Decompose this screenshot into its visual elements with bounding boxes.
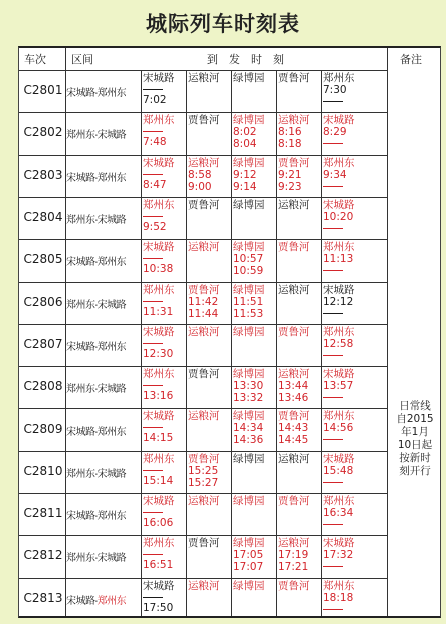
station-name: 绿博园 bbox=[233, 198, 265, 211]
dash-line bbox=[143, 427, 163, 428]
station-cell bbox=[188, 284, 220, 320]
station-name: 郑州东 bbox=[323, 241, 355, 254]
station-name: 贾鲁河 bbox=[278, 72, 310, 84]
station-name: 贾鲁河 bbox=[188, 283, 220, 296]
station-cell bbox=[278, 157, 310, 193]
departure-time: 15:27 bbox=[188, 476, 219, 489]
station-name: 宋城路 bbox=[323, 368, 355, 381]
station-cell bbox=[143, 72, 175, 106]
station-name: 绿博园 bbox=[233, 114, 265, 127]
station-name: 绿博园 bbox=[233, 241, 265, 254]
row-divider bbox=[19, 197, 387, 198]
route-label bbox=[66, 380, 141, 395]
route-label bbox=[66, 296, 141, 311]
station-name: 运粮河 bbox=[188, 579, 220, 592]
train-number: C2802 bbox=[23, 125, 63, 140]
station-name: 宋城路 bbox=[323, 452, 355, 465]
route-segment: 郑州东-宋城路 bbox=[66, 215, 127, 227]
station-name: 宋城路 bbox=[143, 325, 175, 338]
station-cell bbox=[233, 410, 265, 446]
note-line: 10日起 bbox=[397, 439, 433, 451]
route-label bbox=[66, 423, 141, 438]
note-line: 按新时 bbox=[399, 452, 431, 464]
departure-time: 13:46 bbox=[278, 392, 309, 405]
arrival-time: 17:32 bbox=[323, 549, 354, 562]
train-number: C2801 bbox=[23, 83, 63, 98]
row-divider bbox=[19, 366, 387, 367]
departure-time: 12:30 bbox=[143, 347, 174, 360]
station-name: 运粮河 bbox=[188, 72, 220, 84]
station-name: 绿博园 bbox=[233, 537, 265, 550]
station-cell bbox=[278, 114, 310, 150]
route-segment: 郑州东-宋城路 bbox=[66, 299, 127, 311]
column-divider bbox=[186, 70, 187, 616]
station-cell bbox=[233, 199, 265, 211]
station-cell bbox=[188, 114, 220, 126]
station-name: 贾鲁河 bbox=[278, 156, 310, 169]
route-segment: 郑州东 bbox=[97, 595, 127, 607]
departure-time: 13:32 bbox=[233, 392, 264, 405]
station-cell bbox=[323, 199, 355, 233]
station-name: 绿博园 bbox=[233, 325, 265, 338]
dash-line bbox=[143, 554, 163, 555]
station-name: 郑州东 bbox=[143, 283, 175, 296]
station-cell bbox=[278, 326, 310, 338]
station-name: 宋城路 bbox=[143, 156, 175, 169]
dash-line bbox=[143, 301, 163, 302]
station-name: 贾鲁河 bbox=[278, 410, 310, 423]
column-divider bbox=[231, 70, 232, 616]
departure-time: 8:04 bbox=[233, 138, 257, 151]
station-cell bbox=[323, 410, 355, 444]
station-name: 郑州东 bbox=[143, 114, 175, 127]
dash-line bbox=[143, 343, 163, 344]
route-segment: 宋城路-郑州东 bbox=[66, 172, 127, 184]
station-name: 宋城路 bbox=[143, 241, 175, 254]
station-cell bbox=[323, 495, 355, 529]
station-name: 贾鲁河 bbox=[278, 579, 310, 592]
station-name: 运粮河 bbox=[278, 283, 310, 296]
station-cell bbox=[143, 453, 175, 487]
station-name: 绿博园 bbox=[233, 368, 265, 381]
train-number: C2811 bbox=[23, 506, 63, 521]
station-cell bbox=[188, 157, 220, 193]
dash-line bbox=[323, 482, 343, 483]
column-divider bbox=[387, 48, 388, 616]
arrival-time: 10:20 bbox=[323, 210, 354, 223]
arrival-time: 13:57 bbox=[323, 380, 354, 393]
note-line: 年1月 bbox=[401, 426, 429, 438]
header-departure: 到 发 时 刻 bbox=[207, 53, 284, 66]
station-name: 绿博园 bbox=[233, 156, 265, 169]
departure-time: 9:00 bbox=[188, 180, 212, 193]
station-cell bbox=[143, 326, 175, 360]
timetable bbox=[18, 46, 441, 618]
station-name: 贾鲁河 bbox=[188, 114, 220, 127]
station-cell bbox=[233, 284, 265, 320]
departure-time: 17:07 bbox=[233, 561, 264, 574]
dash-line bbox=[323, 355, 343, 356]
route-label bbox=[66, 84, 141, 99]
arrival-time: 11:51 bbox=[233, 295, 264, 308]
arrival-time: 9:12 bbox=[233, 168, 257, 181]
station-name: 郑州东 bbox=[323, 156, 355, 169]
departure-time: 13:16 bbox=[143, 390, 174, 403]
station-cell bbox=[188, 537, 220, 549]
station-name: 郑州东 bbox=[323, 579, 355, 592]
arrival-time: 16:34 bbox=[323, 507, 354, 519]
station-name: 郑州东 bbox=[143, 368, 175, 381]
station-cell bbox=[143, 537, 175, 571]
arrival-time: 12:12 bbox=[323, 295, 354, 308]
station-cell bbox=[323, 326, 355, 360]
station-cell bbox=[278, 368, 310, 404]
station-cell bbox=[188, 453, 220, 489]
route-label bbox=[66, 465, 141, 480]
route-segment: 郑州东-宋城路 bbox=[66, 384, 127, 396]
station-cell bbox=[233, 453, 265, 465]
station-name: 运粮河 bbox=[278, 452, 310, 465]
departure-time: 15:14 bbox=[143, 474, 174, 487]
arrival-time: 11:42 bbox=[188, 295, 219, 308]
dash-line bbox=[323, 566, 343, 567]
departure-time: 11:53 bbox=[233, 307, 264, 320]
train-number: C2810 bbox=[23, 463, 63, 478]
departure-time: 9:52 bbox=[143, 220, 167, 233]
route-label bbox=[66, 211, 141, 226]
arrival-time: 8:29 bbox=[323, 126, 347, 139]
note-text bbox=[391, 400, 439, 478]
row-divider bbox=[19, 282, 387, 283]
dash-line bbox=[323, 186, 343, 187]
departure-time: 9:23 bbox=[278, 180, 302, 193]
arrival-time: 14:34 bbox=[233, 422, 264, 435]
train-number: C2813 bbox=[23, 590, 63, 605]
arrival-time: 8:58 bbox=[188, 168, 212, 181]
station-cell bbox=[188, 368, 220, 380]
departure-time: 7:02 bbox=[143, 94, 167, 106]
dash-line bbox=[143, 597, 163, 598]
station-name: 贾鲁河 bbox=[188, 198, 220, 211]
station-cell bbox=[323, 368, 355, 402]
station-name: 运粮河 bbox=[278, 368, 310, 381]
station-cell bbox=[278, 410, 310, 446]
dash-line bbox=[143, 131, 163, 132]
arrival-time: 14:43 bbox=[278, 422, 309, 435]
departure-time: 8:18 bbox=[278, 138, 302, 151]
row-divider bbox=[19, 155, 387, 156]
route-segment: 宋城路-郑州东 bbox=[66, 426, 127, 438]
station-name: 郑州东 bbox=[143, 452, 175, 465]
row-divider bbox=[19, 451, 387, 452]
row-divider bbox=[19, 578, 387, 579]
arrival-time: 8:02 bbox=[233, 126, 257, 139]
station-cell bbox=[278, 284, 310, 296]
train-number: C2806 bbox=[23, 294, 63, 309]
station-cell bbox=[233, 580, 265, 592]
station-cell bbox=[188, 199, 220, 211]
dash-line bbox=[323, 397, 343, 398]
train-number: C2807 bbox=[23, 336, 63, 351]
arrival-time: 9:21 bbox=[278, 168, 302, 181]
note-line: 日常线 bbox=[399, 400, 431, 412]
dash-line bbox=[143, 216, 163, 217]
dash-line bbox=[143, 385, 163, 386]
page-title: 城际列车时刻表 bbox=[146, 12, 300, 36]
train-number: C2803 bbox=[23, 167, 63, 182]
station-name: 宋城路 bbox=[143, 72, 175, 84]
route-label bbox=[66, 507, 141, 522]
station-name: 郑州东 bbox=[143, 537, 175, 550]
row-divider bbox=[19, 493, 387, 494]
dash-line bbox=[323, 524, 343, 525]
station-name: 贾鲁河 bbox=[188, 452, 220, 465]
station-cell bbox=[143, 157, 175, 191]
header-divider bbox=[19, 70, 387, 71]
station-cell bbox=[233, 326, 265, 338]
station-cell bbox=[188, 241, 220, 253]
arrival-time: 14:56 bbox=[323, 422, 354, 435]
route-segment: 宋城路-郑州东 bbox=[66, 511, 127, 523]
route-segment: 郑州东-宋城路 bbox=[66, 468, 127, 480]
station-name: 运粮河 bbox=[188, 495, 220, 507]
dash-line bbox=[143, 470, 163, 471]
station-cell bbox=[278, 241, 310, 253]
station-name: 贾鲁河 bbox=[188, 368, 220, 381]
station-name: 运粮河 bbox=[188, 241, 220, 254]
station-cell bbox=[323, 284, 355, 318]
dash-line bbox=[323, 143, 343, 144]
departure-time: 16:06 bbox=[143, 517, 174, 529]
route-label bbox=[66, 592, 141, 607]
note-line: 自2015 bbox=[396, 413, 434, 425]
route-segment: 宋城路-郑州东 bbox=[66, 88, 127, 100]
train-number: C2809 bbox=[23, 421, 63, 436]
station-cell bbox=[233, 495, 265, 507]
station-cell bbox=[278, 199, 310, 211]
dash-line bbox=[323, 228, 343, 229]
station-cell bbox=[188, 72, 220, 84]
header-note: 备注 bbox=[400, 53, 422, 66]
dash-line bbox=[143, 89, 163, 90]
station-cell bbox=[278, 453, 310, 465]
station-name: 贾鲁河 bbox=[278, 241, 310, 254]
arrival-time: 12:58 bbox=[323, 337, 354, 350]
dash-line bbox=[323, 101, 343, 102]
station-name: 宋城路 bbox=[323, 537, 355, 550]
route-label bbox=[66, 169, 141, 184]
station-name: 绿博园 bbox=[233, 579, 265, 592]
header-route: 区间 bbox=[71, 53, 93, 66]
station-cell bbox=[323, 580, 355, 614]
station-name: 郑州东 bbox=[143, 198, 175, 211]
station-name: 宋城路 bbox=[143, 410, 175, 423]
station-name: 贾鲁河 bbox=[278, 495, 310, 507]
station-cell bbox=[233, 114, 265, 150]
station-cell bbox=[143, 241, 175, 275]
note-line: 刻开行 bbox=[399, 465, 431, 477]
arrival-time: 17:19 bbox=[278, 549, 309, 562]
departure-time: 14:45 bbox=[278, 434, 309, 447]
station-cell bbox=[143, 410, 175, 444]
station-cell bbox=[323, 453, 355, 487]
dash-line bbox=[143, 512, 163, 513]
station-name: 郑州东 bbox=[323, 410, 355, 423]
route-label bbox=[66, 549, 141, 564]
station-name: 宋城路 bbox=[323, 198, 355, 211]
station-name: 贾鲁河 bbox=[278, 325, 310, 338]
station-name: 郑州东 bbox=[323, 495, 355, 507]
station-cell bbox=[233, 537, 265, 573]
arrival-time: 17:05 bbox=[233, 549, 264, 562]
arrival-time: 11:13 bbox=[323, 253, 354, 266]
station-name: 绿博园 bbox=[233, 410, 265, 423]
departure-time: 11:31 bbox=[143, 305, 174, 318]
route-segment: 郑州东-宋城路 bbox=[66, 553, 127, 565]
dash-line bbox=[323, 313, 343, 314]
train-number: C2808 bbox=[23, 379, 63, 394]
station-cell bbox=[188, 410, 220, 422]
station-name: 绿博园 bbox=[233, 72, 265, 84]
station-name: 运粮河 bbox=[188, 410, 220, 423]
station-name: 宋城路 bbox=[143, 579, 175, 592]
station-name: 宋城路 bbox=[323, 114, 355, 127]
station-name: 运粮河 bbox=[278, 114, 310, 127]
arrival-time: 13:30 bbox=[233, 380, 264, 393]
station-cell bbox=[278, 72, 310, 84]
station-cell bbox=[143, 284, 175, 318]
dash-line bbox=[143, 258, 163, 259]
station-cell bbox=[233, 72, 265, 84]
route-label bbox=[66, 126, 141, 141]
train-number: C2805 bbox=[23, 252, 63, 267]
station-name: 绿博园 bbox=[233, 495, 265, 507]
station-name: 贾鲁河 bbox=[188, 537, 220, 550]
arrival-time: 13:44 bbox=[278, 380, 309, 393]
station-cell bbox=[278, 495, 310, 507]
column-divider bbox=[321, 70, 322, 616]
station-name: 运粮河 bbox=[188, 156, 220, 169]
station-name: 运粮河 bbox=[188, 325, 220, 338]
departure-time: 10:59 bbox=[233, 265, 264, 278]
arrival-time: 18:18 bbox=[323, 591, 354, 604]
dash-line bbox=[323, 270, 343, 271]
departure-time: 16:51 bbox=[143, 559, 174, 572]
station-cell bbox=[323, 241, 355, 275]
route-segment: 宋城路-郑州东 bbox=[66, 341, 127, 353]
station-cell bbox=[188, 580, 220, 592]
station-name: 绿博园 bbox=[233, 452, 265, 465]
arrival-time: 15:25 bbox=[188, 464, 219, 477]
route-segment: 宋城路- bbox=[66, 595, 98, 607]
route-segment: 宋城路-郑州东 bbox=[66, 257, 127, 269]
dash-line bbox=[143, 174, 163, 175]
station-cell bbox=[323, 114, 355, 148]
row-divider bbox=[19, 324, 387, 325]
station-name: 郑州东 bbox=[323, 72, 355, 84]
departure-time: 11:44 bbox=[188, 307, 219, 320]
route-segment: 郑州东-宋城路 bbox=[66, 130, 127, 142]
arrival-time: 7:30 bbox=[323, 84, 347, 96]
arrival-time: 10:57 bbox=[233, 253, 264, 266]
station-cell bbox=[323, 537, 355, 571]
dash-line bbox=[323, 439, 343, 440]
route-label bbox=[66, 338, 141, 353]
departure-time: 14:36 bbox=[233, 434, 264, 447]
station-cell bbox=[233, 368, 265, 404]
station-cell bbox=[233, 241, 265, 277]
departure-time: 17:21 bbox=[278, 561, 309, 574]
arrival-time: 9:34 bbox=[323, 168, 347, 181]
station-cell bbox=[143, 368, 175, 402]
route-label bbox=[66, 253, 141, 268]
station-name: 宋城路 bbox=[143, 495, 175, 507]
departure-time: 7:48 bbox=[143, 136, 167, 149]
column-divider bbox=[276, 70, 277, 616]
departure-time: 9:14 bbox=[233, 180, 257, 193]
station-name: 郑州东 bbox=[323, 325, 355, 338]
column-divider bbox=[141, 70, 142, 616]
station-cell bbox=[143, 495, 175, 529]
arrival-time: 15:48 bbox=[323, 464, 354, 477]
station-cell bbox=[233, 157, 265, 193]
departure-time: 10:38 bbox=[143, 263, 174, 276]
station-name: 宋城路 bbox=[323, 283, 355, 296]
arrival-time: 8:16 bbox=[278, 126, 302, 139]
station-cell bbox=[143, 199, 175, 233]
train-number: C2812 bbox=[23, 548, 63, 563]
train-number: C2804 bbox=[23, 210, 63, 225]
header-train: 车次 bbox=[24, 53, 46, 66]
station-name: 运粮河 bbox=[278, 537, 310, 550]
departure-time: 8:47 bbox=[143, 178, 167, 191]
station-cell bbox=[143, 580, 175, 614]
station-cell bbox=[188, 326, 220, 338]
dash-line bbox=[323, 609, 343, 610]
station-name: 运粮河 bbox=[278, 198, 310, 211]
station-cell bbox=[323, 157, 355, 191]
departure-time: 17:50 bbox=[143, 601, 174, 614]
station-cell bbox=[143, 114, 175, 148]
station-cell bbox=[278, 537, 310, 573]
station-name: 绿博园 bbox=[233, 283, 265, 296]
departure-time: 14:15 bbox=[143, 432, 174, 445]
station-cell bbox=[323, 72, 355, 106]
station-cell bbox=[278, 580, 310, 592]
station-cell bbox=[188, 495, 220, 507]
